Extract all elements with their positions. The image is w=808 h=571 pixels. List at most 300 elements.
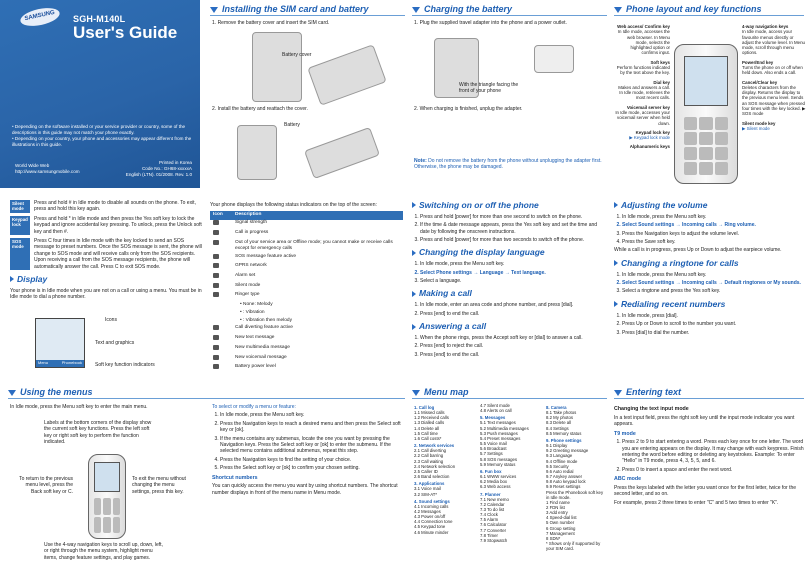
menu-item: 1. Call log [414,405,435,410]
status-icon [210,344,232,354]
list-item: 4. Press the Save soft key. [622,239,806,245]
status-icon-glyph [213,335,219,340]
menu-item: 7.9 Stopwatch [480,537,508,543]
menu-item: 5.2 Multimedia messages [480,425,529,431]
status-desc: Alarm set [235,273,256,279]
triangle-icon [412,390,420,396]
status-icon-glyph [213,345,219,350]
keypad-lock-row [10,216,202,235]
menus-right [212,404,405,569]
charge-note [414,158,604,171]
menu-item: 8.4 Settings [546,425,569,431]
status-icon [210,239,232,253]
samsung-logo: SAMSUNG [19,5,61,29]
status-icon-glyph [213,292,219,297]
menu-item: 1.6 Call costs* [414,435,442,441]
status-desc: Out of your service area or Offline mode; you cannot make or receive calls except for emergency calls [235,239,393,251]
menu-item: 7.2 Calendar [480,501,505,507]
menu-item: 4.6 Minute minder [414,529,449,535]
table-row [210,334,403,344]
call-steps [412,302,607,317]
list-item: 1. Press and hold [power] for more than one second to switch on the phone. [420,214,607,220]
adapter-illustration [534,45,574,73]
table-row [210,325,403,335]
table-row [210,272,403,282]
icon-rows [210,220,403,374]
menu-item: 6. Fun box [480,468,502,474]
volume-title: Adjusting the volume [614,200,806,211]
status-desc: Call diverting feature active [235,325,293,331]
menu-item: 2.4 Network selection [414,463,456,469]
menu-item: 8.1 Take photos [546,410,577,416]
volume-steps [614,214,806,246]
status-icon [210,220,232,230]
menu-item: 1.4 Delete all [414,425,440,431]
list-item: 1. In Idle mode, enter an area code and phone number, and press [dial]. [420,302,607,308]
input-mode-title: Changing the text input mode [614,406,689,412]
callout-heading: Power/End key [742,59,774,65]
status-icon [210,363,232,373]
shortcut-title: Shortcut numbers [212,474,258,481]
charge-section [414,20,607,185]
callout-voicemail-key [614,105,670,126]
ringtone-steps [614,272,806,295]
layout-right-callouts [742,24,806,131]
lang-steps [412,261,607,284]
status-icon [210,282,232,292]
callout-text: Perform functions indicated by the text above the key. [616,64,670,76]
menu-item: 4.8 Alerts on call [480,408,512,414]
status-desc: New text message [235,335,275,341]
exit-text: To exit the menu without changing the menu settings, press this key. [132,476,186,495]
callout-text: Deletes characters from the display. Returns the display to the previous menu level. Sends an SOS message when pressed four times with the key locked. ▶ SOS mode [742,84,806,117]
status-icon-glyph [213,364,219,369]
abc-example: For example, press 2 three times to enter "C" and 5 two times to enter "K". [614,499,779,506]
cover-panel [0,0,200,188]
display-text: Your phone is in Idle mode when you are not on a call or using a menu. You must be in Idle mode to dial a phone number. [10,287,202,301]
status-icon [210,263,232,273]
charge-step-1-text: Plug the supplied travel adapter into the phone and a power outlet. [419,20,567,26]
menu-item: 7.5 Alarm [480,517,499,523]
icons-label: Icons [105,317,117,323]
status-icon [210,334,232,344]
icons-intro: Your phone displays the following status indicators on the top of the screen: [210,202,377,208]
list-item: 2. Select Phone settings → Language → Text language. [420,270,607,276]
call-title: Making a call [412,288,607,299]
menu-map [414,403,607,569]
list-item: 1. In Idle mode, press the Menu soft key. [220,412,405,418]
list-item: 2. Select Sound settings → Incoming calls → Ring volume. [622,222,806,228]
table-row [210,363,403,373]
list-item: 1. In Idle mode, press the Menu soft key. [622,214,806,220]
battery-cover-illustration [307,44,386,106]
triangle-icon [210,7,218,13]
status-icon-table [210,211,403,373]
abc-text: Press the keys labeled with the letter you want once for the first letter, twice for the second letter, and so on. [614,485,797,498]
soft-key-left: Menu [38,360,49,365]
status-icon-glyph [213,325,219,330]
list-item: 2. Select Sound settings → Incoming calls → Default ringtones or My sounds. [622,280,806,286]
callout-cancel-key [742,80,806,117]
volume-note: While a call is in progress, press Up or Down to adjust the earpiece volume. [614,247,782,254]
mode-tag: Silent mode [10,200,30,213]
list-item: 3. If the menu contains any submenus, locate the one you want by pressing the Navigation keys. Press the Select soft key or [ok] to enter the submenu. If the selected menu contains additional submenus, repeat this step. [220,436,405,455]
status-desc: • None: Melody [240,302,273,308]
cover-note: • Depending on the software installed or your service provider or country, some of the descriptions in this guide may not match your phone exactly. [12,124,192,136]
table-row [210,344,403,354]
menu-item: 8.3 Delete all [546,420,572,426]
menu-item: 4.4 Connection tone [414,519,453,525]
input-mode-text: In a text input field, press the right soft key until the input mode indicator you want appears. [614,414,795,428]
sim-step-2-text: Install the battery and reattach the cover. [217,106,308,112]
text-title: Entering text [626,387,682,398]
menu-item: 6.3 Web access [480,484,511,490]
status-desc: Call in progress [235,230,269,236]
menu-item: 9.9 Reset settings [546,484,581,490]
table-row [210,282,403,292]
table-row [210,354,403,364]
menus-left [10,404,205,569]
list-item: 5. Press the Select soft key or [ok] to confirm your chosen setting. [220,465,405,471]
menu-item: 7.3 To do list [480,506,505,512]
phone-back-illustration [252,32,302,102]
menu-item: 7.6 Calculator [480,522,507,528]
table-row [210,239,403,253]
callout-nav-keys [742,24,806,56]
list-item: 1. In Idle mode, press [dial]. [622,313,806,319]
charge-step-1: 1. Plug the supplied travel adapter into the phone and a power outlet. [414,20,567,26]
list-item: 3. Select a language. [420,278,607,284]
sos-mode-row [10,238,202,270]
battery-illustration [237,125,277,180]
menu-item: 5.6 Broadcast [480,446,507,452]
redial-title: Redialing recent numbers [614,299,806,310]
triangle-icon [8,390,16,396]
menu-item: 7. Planner [480,491,501,497]
menu-item: 1.3 Dialled calls [414,420,445,426]
display-illustration [35,318,85,368]
menu-item: 2.3 Call waiting [414,458,444,464]
sim-title: Installing the SIM card and battery [222,4,369,15]
phone-front-illustration [674,44,738,184]
icon-table-section [210,202,403,382]
power-steps [412,214,607,244]
menus-intro: In Idle mode, press the Menu soft key to enter the main menu. [10,404,148,410]
menu-item: 9.5 Security [546,463,569,469]
model-name: SGH-M140L [73,14,126,24]
phone-screen [94,462,120,492]
phone-illustration [304,127,380,179]
menu-item: 2 FDN list [546,504,565,510]
layout-left-callouts [614,24,670,150]
menu-item: 6.1 WWW services [480,474,517,480]
menu-item: 9.1 Display [546,443,568,449]
menu-item: 1 Find name [546,499,570,505]
menu-item: 8.2 My photos [546,415,573,421]
cover-note: • Depending on your country, your phone and accessories may appear different from the illustrations in this guide. [12,136,192,148]
code-number: Code No.: GH68-xxxxxA [141,165,192,171]
menu-item: 4 Speed-dial list [546,515,577,521]
table-row [210,229,403,239]
callout-power-key [742,60,806,76]
cover-notes [12,124,192,148]
col-desc: Description [232,211,403,219]
menu-item: 8. Camera [546,405,567,410]
menu-item: 9. Phone settings [546,437,582,443]
callout-heading: Voicemail server key [626,104,670,110]
phone-keypad [684,117,729,175]
menumap-header [412,388,607,399]
status-icon [210,229,232,239]
callout-heading: 4-way navigation keys [742,24,789,29]
soft-key-bar [36,360,84,367]
print-info [126,160,192,178]
status-icon-glyph [213,240,219,245]
callout-text: In Idle mode, access your favourite menus directly or adjust the volume level. In Menu mode, scroll through menu options. [742,29,805,56]
callout-heading: Keypad lock key [635,129,670,135]
answer-steps [412,335,607,358]
nav-text: Use the 4-way navigation keys to scroll up, down, left, or right through the menu system, highlight menu items, change feature settings, and play games. [44,542,163,561]
callout-confirm-key [614,24,670,56]
menu-item: 3 Add entry [546,510,568,516]
mode-text: Press and hold # in Idle mode to disable all sounds on the phone. To exit, press and hold this key again. [34,200,196,213]
web-url[interactable]: http://www.samsungmobile.com [15,168,80,174]
table-row [210,292,403,302]
status-desc: Silent mode [235,282,261,288]
layout-header [614,5,804,16]
list-item: 4. Press the Navigation keys to find the setting of your choice. [220,457,405,463]
menu-item: 7 Management [546,530,575,536]
callout-heading: Cancel/Clear key [742,79,778,85]
menu-item: 4.7 Silent mode [480,403,510,408]
status-desc: Battery power level [235,364,276,370]
text-graphics-label: Text and graphics [95,340,135,346]
battery-cover-label: Battery cover [282,52,312,58]
status-icon [210,354,232,364]
layout-section [614,24,808,184]
menu-item: 5. Messages [480,415,506,421]
mode-text: Press and hold * in Idle mode and then press the Yes soft key to lock the keypad and ignore accidental key pressing. To unlock, press the Unlock soft key and then #. [34,215,202,235]
menu-item: 1.1 Missed calls [414,410,445,416]
guide-title: User's Guide [73,23,178,42]
text-header [614,388,804,399]
charge-step-2-text: When charging is finished, unplug the adapter. [419,106,523,112]
callout-silent-key [742,121,806,132]
menu-item: 5.8 SOS messages [480,456,518,462]
callout-soft-keys [614,60,670,76]
list-item: 2. Press Up or Down to scroll to the number you want. [622,321,806,327]
callout-dial-key [614,80,670,101]
callout-text: In Idle mode, accesses your voicemail server when held down. [615,109,670,126]
menu-item: 4. Sound settings [414,498,450,504]
sim-section [212,20,405,185]
menu-phone-illustration [88,454,126,539]
table-row [210,263,403,273]
status-icon-glyph [213,220,219,225]
table-row [210,220,403,230]
status-icon-glyph [213,273,219,278]
callout-heading: Soft keys [650,59,670,65]
callout-heading: Dial key [653,79,670,85]
web-info [15,163,80,175]
status-icon-glyph [213,355,219,360]
shortcut-text: You can quickly access the menu you want by using shortcut numbers. The shortcut number displays in front of the menu name in Menu mode. [212,483,398,496]
menu-item: 5.5 Voice mail [480,441,507,447]
status-desc: • : Vibration [240,309,265,315]
note-text: Do not remove the battery from the phone without unplugging the adapter first. Otherwise, the phone may be damaged. [414,158,602,171]
status-icon [210,309,232,317]
edition: English (LTN). 01/2008. Rev. 1.0 [125,171,192,177]
menu-item: 5 Own number [546,520,575,526]
phone-screen [684,56,729,106]
status-icon [210,292,232,302]
col-icon: Icon [210,211,232,219]
status-icon [210,301,232,309]
menu-item: 3. Applications [414,481,445,487]
list-item: 3. Press [end] to end the call. [420,352,607,358]
list-item: 2. Press [end] to reject the call. [420,343,607,349]
callout-text: Makes and answers a call. In Idle mode, retrieves the most recent calls. [618,84,670,101]
layout-title: Phone layout and key functions [626,4,762,15]
menu-item: 9.4 Offline mode [546,458,578,464]
text-section [614,403,806,569]
charge-step-2: 2. When charging is finished, unplug the adapter. [414,106,523,112]
callout-text: ▶ Silent mode [742,125,770,131]
triangle-icon [412,7,420,13]
callout-heading: Alphanumeric keys [629,144,670,150]
menu-item: 9.2 Greeting message [546,448,589,454]
menu-item: 3.1 Voice mail [414,486,441,492]
status-desc: • : Vibration then melody [240,317,292,323]
table-header-row [210,211,403,219]
menu-item: 4.1 Incoming calls [414,503,449,509]
ringtone-title: Changing a ringtone for calls [614,258,806,269]
status-icon [210,253,232,263]
sim-step-2: 2. Install the battery and reattach the cover. [212,106,308,112]
menu-item: 8 SDN* [546,535,561,541]
return-text: To return to the previous menu level, press the Back soft key or C. [19,476,73,495]
menu-item: 6.2 Media box [480,479,507,485]
status-icon-glyph [213,230,219,235]
menu-item: 8.5 Memory status [546,430,582,436]
menus-header [8,388,405,399]
menu-item: 1.5 Call time [414,430,438,436]
display-title: Display [10,274,202,285]
battery-label: Battery [284,122,300,128]
mode-tag: SOS mode [10,238,30,270]
status-desc: New voicemail message [235,354,287,360]
menus-title: Using the menus [20,387,93,398]
select-title: To select or modify a menu or feature: [212,404,296,410]
menu-item: 9.8 Auto keypad lock [546,479,586,485]
callout-text: Turns the phone on or off when held down. Also ends a call. [742,64,803,76]
web-label: World Wide Web [15,163,50,168]
list-item: 2. Press [end] to end the call. [420,311,607,317]
list-item: 3. Select a ringtone and press the Yes soft key. [622,288,806,294]
list-item: 1. When the phone rings, press the Accept soft key or [dial] to answer a call. [420,335,607,341]
menu-item: * Shows only if supported by your SIM card. [546,541,601,552]
soft-key-label: Soft key function indicators [95,362,155,368]
modes-display-section [10,200,202,380]
menu-map-column-3 [546,403,607,569]
list-item: 2. If the time & date message appears, press the Yes soft key and set the time and date by following the onscreen instructions. [420,222,607,235]
silent-mode-row [10,200,202,213]
table-row [210,301,403,309]
select-steps [212,412,405,471]
menu-item: 6 Group setting [546,525,576,531]
status-desc: New multimedia message [235,344,290,350]
menu-item: 7.4 Clock [480,512,498,518]
sim-header [210,5,405,16]
menu-item: 7.7 Converter [480,527,507,533]
menu-item: 4.5 Keypad tone [414,524,446,530]
menu-item: 5.3 Push messages [480,430,518,436]
menu-map-column-2 [480,403,541,569]
list-item: 3. Press [dial] to dial the number. [622,330,806,336]
charge-header [412,5,607,16]
triangle-label: With the triangle facing the front of your phone [459,82,519,95]
list-item: 2. Press the Navigation keys to reach a desired menu and then press the Select soft key or [ok]. [220,421,405,434]
table-row [210,317,403,325]
table-row [210,253,403,263]
soft-key-right: Phonebook [61,360,82,365]
menu-item: 9.3 Language [546,453,573,459]
menu-item: 5.9 Memory status [480,461,516,467]
note-label: Note: [414,158,427,164]
menu-map-column-1 [414,403,475,569]
mode-tag: Keypad lock [10,216,30,235]
list-item: 1. Press 2 to 9 to start entering a word. Press each key once for one letter. The word you are entering appears on the display. It may change with each keypress. Finish entering the word before editing or deleting any keystrokes. Example: To enter "Hello" in T9 mode, press 4, 3, 5, 5, and 6. [622,439,806,465]
menu-item: 7.1 New memo [480,496,509,502]
menu-item: 2.6 Band selection [414,474,450,480]
t9-title: T9 mode [614,430,636,437]
abc-title: ABC mode [614,476,642,483]
status-icon [210,325,232,335]
sim-step-1: 1. Remove the battery cover and insert the SIM card. [212,20,330,26]
printed-in: Printed in Korea [159,160,192,165]
labels-text: Labels at the bottom corners of the display show the current soft key functions. Press the left soft key or right soft key to perform the function indicated. [44,420,152,446]
menu-item: 5.1 Text messages [480,420,516,426]
answer-title: Answering a call [412,321,607,332]
callout-keypad-lock [614,130,670,141]
menu-item: Press the Phonebook soft key in Idle mode. [546,489,604,500]
phone-keypad [94,498,120,533]
menu-item: 2.5 Caller ID [414,468,438,474]
menu-item: 2.2 Call barring [414,453,444,459]
table-row [210,309,403,317]
callout-heading: Web access/ Confirm key [617,24,670,29]
menu-item: 2.1 Call diverting [414,448,447,454]
list-item: 3. Press the Navigation keys to adjust the volume level. [622,231,806,237]
callout-text: In Idle mode, accesses the web browser. In Menu mode, selects the highlighted option or confirms input. [617,29,670,56]
redial-steps [614,313,806,336]
sim-step-1-text: Remove the battery cover and insert the SIM card. [217,20,330,26]
callout-heading: Silent mode key [742,120,776,126]
status-icon-glyph [213,254,219,259]
menu-item: 9.7 Anykey answer [546,474,583,480]
calls-section [412,196,607,386]
list-item: 1. In Idle mode, press the Menu soft key. [622,272,806,278]
menu-item: 7.8 Timer [480,532,498,538]
callout-alphanumeric [614,144,670,149]
callout-text: ▶ Keypad lock mode [629,135,670,141]
list-item: 3. Press and hold [power] for more than two seconds to switch off the phone. [420,237,607,243]
status-desc: GPRS network [235,263,267,269]
list-item: 2. Press 0 to insert a space and enter the next word. [622,467,806,473]
charge-title: Charging the battery [424,4,513,15]
triangle-icon [614,390,622,396]
status-icon [210,272,232,282]
